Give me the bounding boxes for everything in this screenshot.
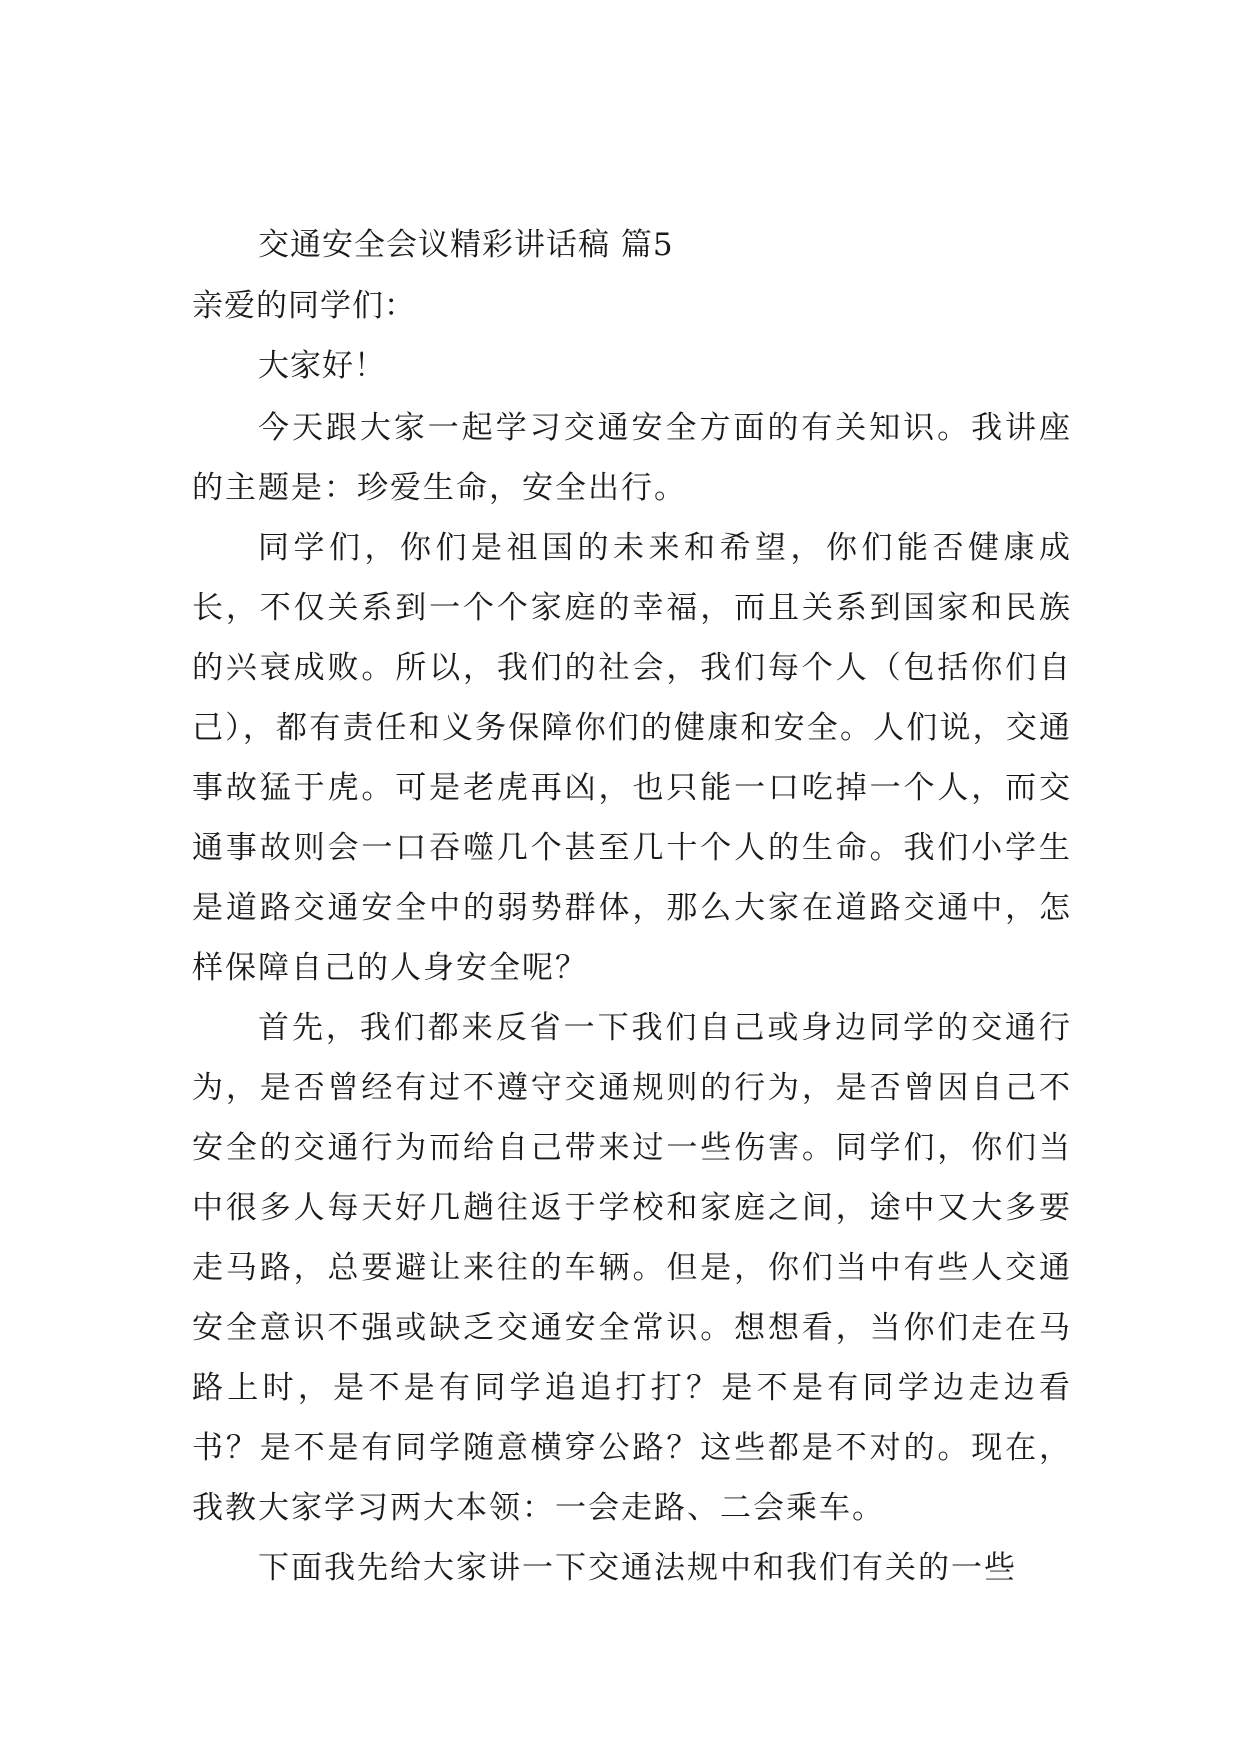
document-title: 交通安全会议精彩讲话稿 篇5 xyxy=(258,227,674,263)
paragraph: 首先，我们都来反省一下我们自己或身边同学的交通行为，是否曾经有过不遵守交通规则的行为，是否曾因自己不安全的交通行为而给自己带来过一些伤害。同学们，你们当中很多人每天好几趟往返于学校和家庭之间，途中又大多要走马路，总要避让来往的车辆。但是，你们当中有些人交通安全意识不强或缺乏交通安全常识。想想看，当你们走在马路上时，是不是有同学追追打打？是不是有同学边走边看书？是不是有同学随意横穿公路？这些都是不对的。现在，我教大家学习两大本领：一会走路、二会乘车。 xyxy=(192,1010,1072,1526)
paragraph: 同学们，你们是祖国的未来和希望，你们能否健康成长，不仅关系到一个个家庭的幸福，而且关系到国家和民族的兴衰成败。所以，我们的社会，我们每个人（包括你们自己），都有责任和义务保障你们的健康和安全。人们说，交通事故猛于虎。可是老虎再凶，也只能一口吃掉一个人，而交通事故则会一口吞噬几个甚至几十个人的生命。我们小学生是道路交通安全中的弱势群体，那么大家在道路交通中，怎样保障自己的人身安全呢？ xyxy=(192,530,1072,986)
paragraph: 下面我先给大家讲一下交通法规中和我们有关的一些 xyxy=(258,1550,1017,1586)
greeting: 大家好！ xyxy=(258,348,386,384)
document-body xyxy=(192,398,1072,1598)
salutation: 亲爱的同学们： xyxy=(192,288,416,324)
paragraph: 今天跟大家一起学习交通安全方面的有关知识。我讲座的主题是：珍爱生命，安全出行。 xyxy=(192,410,1072,506)
